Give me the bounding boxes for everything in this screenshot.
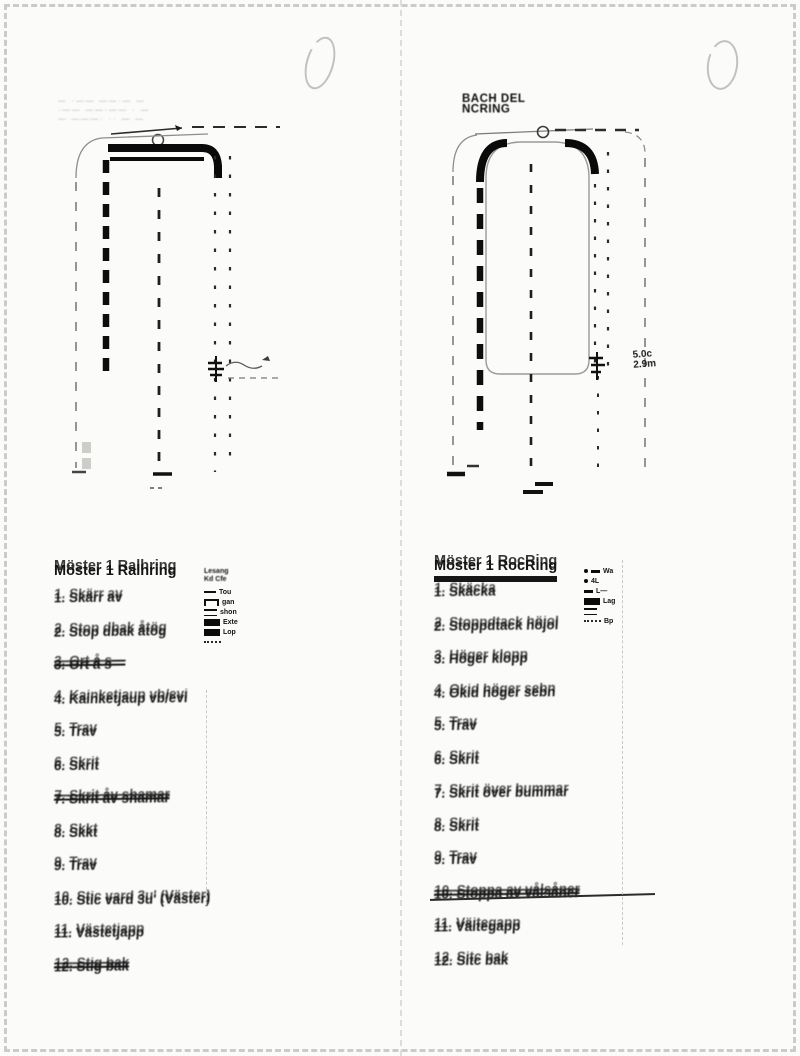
step-text: Sitc bak <box>456 952 509 968</box>
list-heading <box>434 558 557 578</box>
step-number: 4. <box>53 691 66 707</box>
list-item <box>434 618 664 638</box>
list-item <box>54 825 284 845</box>
page-gutter <box>400 0 402 1056</box>
page-title-line: BACH DEL <box>462 92 526 106</box>
list-item <box>434 752 664 772</box>
step-number: 6. <box>53 757 66 773</box>
left-page <box>18 0 398 1056</box>
step-number: 9. <box>433 852 446 868</box>
step-text: Skrit <box>448 751 480 767</box>
fold-crease-line <box>622 560 623 945</box>
step-number: 2. <box>433 618 446 634</box>
measurement-value: 5.0c <box>632 348 653 361</box>
list-item <box>54 959 284 979</box>
list-item <box>54 624 284 644</box>
legend-label: L— <box>596 587 608 595</box>
step-number: 8. <box>433 818 446 834</box>
right-page <box>406 0 790 1056</box>
step-text: Stop dbak åtög <box>68 622 167 640</box>
legend-title <box>204 568 264 584</box>
list-item <box>434 584 664 604</box>
step-text: Trav <box>68 857 98 874</box>
step-number: 12. <box>53 958 74 974</box>
legend-row <box>584 566 642 576</box>
step-text: Skrit <box>448 818 480 834</box>
measurement-value: 2.9m <box>632 358 657 371</box>
step-text: Höger klopp <box>448 650 529 667</box>
step-text: Trav <box>68 723 98 740</box>
step-number: 7. <box>53 791 66 807</box>
page-title-line: NCRING <box>462 102 511 116</box>
step-text: Skkt <box>68 824 98 840</box>
legend-title-line: Kd Cfe <box>204 576 227 583</box>
list-item <box>54 724 284 744</box>
legend-label: shon <box>220 608 237 616</box>
fold-crease-line <box>206 690 207 905</box>
list-item <box>434 919 664 939</box>
riding-pattern-diagram <box>66 120 286 515</box>
measurement-label <box>632 349 656 371</box>
list-item <box>54 758 284 778</box>
list-item <box>434 685 664 705</box>
list-item <box>54 858 284 878</box>
faded-header-text <box>58 96 150 123</box>
page-title <box>462 94 525 115</box>
list-item <box>54 691 284 711</box>
faded-header-line: ·—— ——·—— · — <box>58 105 151 114</box>
list-item <box>434 785 664 805</box>
step-number: 10. <box>433 886 454 902</box>
step-text: Stic vard 3u' (Väster) <box>76 890 211 908</box>
legend-label: 4L <box>591 577 600 585</box>
step-number: 7. <box>433 785 446 801</box>
faded-header-line: — ———· ·· — — <box>58 114 145 123</box>
step-text: Väitegapp <box>455 918 521 935</box>
list-item <box>434 651 664 671</box>
step-list <box>434 584 664 986</box>
legend-label: gan <box>222 598 235 606</box>
list-item <box>434 886 664 906</box>
step-list <box>54 590 284 992</box>
step-text: Trav <box>448 851 478 868</box>
list-item <box>54 657 284 677</box>
list-heading-text: Möster 1 Ralhring <box>54 563 177 580</box>
legend-label: Bp <box>604 617 614 625</box>
step-text: Skrit åv shamar <box>68 790 171 807</box>
list-item <box>434 953 664 973</box>
step-number: 1. <box>433 584 446 600</box>
step-number: 2. <box>53 624 66 640</box>
step-number: 1. <box>53 590 66 606</box>
step-text: Skrit över bummar <box>448 784 569 801</box>
step-number: 10. <box>53 892 74 908</box>
list-heading-text: Möster 1 RocRing <box>434 558 558 575</box>
step-text: Skärr av <box>68 589 123 606</box>
step-text: Okid höger sebn <box>448 683 556 701</box>
step-text: Skrit <box>68 757 100 773</box>
legend-title-line: Lesang <box>204 568 229 575</box>
step-text: Skäcka <box>448 583 497 600</box>
step-number: 11. <box>433 919 453 935</box>
list-item <box>434 852 664 872</box>
riding-pattern-diagram <box>443 118 683 518</box>
step-text: Ort å s— <box>68 656 126 673</box>
legend-dash-symbol <box>591 570 600 573</box>
legend-label: Wa <box>603 567 614 575</box>
list-item <box>54 791 284 811</box>
step-text: Stig bak <box>76 958 130 974</box>
list-item <box>54 925 284 945</box>
legend-label: Tou <box>219 588 232 596</box>
step-text: Stoppa av vålsåner <box>456 884 581 902</box>
list-item <box>434 718 664 738</box>
step-text: Västetjapp <box>75 924 145 941</box>
step-number: 9. <box>53 858 66 874</box>
step-text: Kainketjaup vb/evi <box>68 689 189 707</box>
step-number: 8. <box>53 824 66 840</box>
step-number: 11. <box>53 925 73 941</box>
diagram-svg <box>443 118 683 518</box>
list-item <box>434 819 664 839</box>
step-number: 3. <box>433 651 446 667</box>
list-item <box>54 892 284 912</box>
step-number: 6. <box>433 751 446 767</box>
step-text: Stoppdtack höjol <box>448 616 559 634</box>
step-number: 3. <box>53 657 66 673</box>
step-number: 5. <box>433 718 446 734</box>
step-number: 5. <box>53 724 66 740</box>
legend-dot-symbol <box>584 579 588 583</box>
list-item <box>54 590 284 610</box>
legend-dot-symbol <box>584 569 588 573</box>
diagram-svg <box>66 120 286 515</box>
faded-header-line: — ·—— ——·— — <box>58 96 146 105</box>
step-number: 4. <box>433 685 446 701</box>
step-number: 12. <box>433 952 454 968</box>
legend-label: Lag <box>603 597 616 605</box>
list-heading <box>54 563 176 579</box>
legend-label: Exte <box>223 618 238 626</box>
legend-label: Lop <box>223 628 236 636</box>
step-text: Trav <box>448 717 478 734</box>
